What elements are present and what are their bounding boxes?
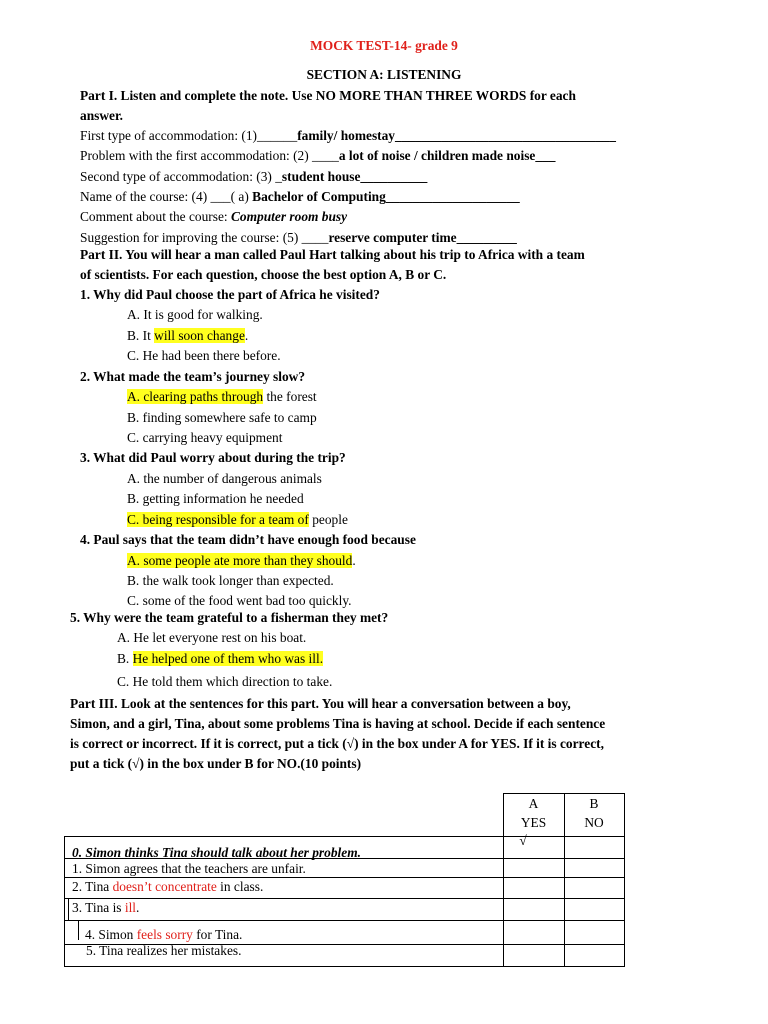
row-text: 4. Simon — [85, 927, 137, 942]
row-text: 2. Tina — [72, 879, 113, 894]
part1-heading-line1: Part I. Listen and complete the note. Use NO MORE THAN THREE WORDS for each — [80, 88, 576, 103]
col-b-letter: B — [589, 796, 599, 811]
table-row-5: 5. Tina realizes her mistakes. — [86, 943, 242, 958]
q4-question: 4. Paul says that the team didn’t have enough food because — [80, 532, 416, 547]
q3-option-b: B. getting information he needed — [127, 491, 304, 506]
item-answer: a lot of noise / children made noise___ — [338, 148, 556, 163]
part2-heading-line1: Part II. You will hear a man called Paul Hart talking about his trip to Africa with a team — [80, 247, 585, 262]
highlighted-answer: A. some people ate more than they should — [127, 553, 353, 568]
table-row-1: 1. Simon agrees that the teachers are unfair. — [72, 861, 306, 876]
table-row-4 — [85, 927, 242, 943]
highlighted-answer: C. being responsible for a team of — [127, 512, 309, 527]
q2-option-b: B. finding somewhere safe to camp — [127, 410, 317, 425]
tick-mark: √ — [519, 833, 527, 848]
doc-title: MOCK TEST-14- grade 9 — [310, 38, 458, 53]
row-text: . — [136, 900, 140, 915]
q1-option-c: C. He had been there before. — [127, 348, 281, 363]
item-label: Second type of accommodation: (3) _ — [80, 169, 282, 184]
q4-option-a — [127, 553, 356, 569]
table-row-0: 0. Simon thinks Tina should talk about her problem. — [72, 845, 361, 860]
q5-option-b — [117, 651, 323, 667]
q1-option-b — [127, 328, 248, 344]
row-red-text: feels sorry — [136, 927, 193, 942]
q4-option-b: B. the walk took longer than expected. — [127, 573, 334, 588]
q5-question: 5. Why were the team grateful to a fisherman they met? — [70, 610, 389, 625]
part3-heading-line3: is correct or incorrect. If it is correct, put a tick (√) in the box under A for YES. If it is correct, — [70, 736, 604, 751]
item-label: First type of accommodation: (1)______ — [80, 128, 298, 143]
item-label: Comment about the course: — [80, 209, 231, 224]
option-text: the forest — [263, 389, 317, 404]
section-title: SECTION A: LISTENING — [306, 67, 462, 82]
q4-option-c: C. some of the food went bad too quickly. — [127, 593, 352, 608]
row-red-text: ill — [124, 900, 137, 915]
part1-item-2 — [80, 148, 555, 164]
col-b-word: NO — [584, 815, 604, 830]
q5-option-c: C. He told them which direction to take. — [117, 674, 333, 689]
part1-item-3 — [80, 169, 427, 185]
highlighted-answer: He helped one of them who was ill. — [132, 651, 324, 666]
part1-item-6 — [80, 230, 517, 246]
item-label: Suggestion for improving the course: (5) ____ — [80, 230, 329, 245]
q3-option-c — [127, 512, 348, 528]
highlighted-answer: A. clearing paths through — [127, 389, 264, 404]
item-label: Name of the course: (4) ___( a) — [80, 189, 253, 204]
part3-heading-line2: Simon, and a girl, Tina, about some problems Tina is having at school. Decide if each sentence — [70, 716, 606, 731]
item-answer: student house__________ — [281, 169, 428, 184]
option-text: B. — [117, 651, 133, 666]
part2-heading-line2: of scientists. For each question, choose the best option A, B or C. — [80, 267, 447, 282]
part1-item-5 — [80, 209, 347, 225]
q2-option-c: C. carrying heavy equipment — [127, 430, 283, 445]
part3-heading-line1: Part III. Look at the sentences for this part. You will hear a conversation between a boy, — [70, 696, 571, 711]
col-a-letter: A — [528, 796, 539, 811]
item-answer: Bachelor of Computing____________________ — [252, 189, 520, 204]
highlighted-answer: will soon change — [154, 328, 245, 343]
option-text: . — [352, 553, 356, 568]
item-answer: Computer room busy — [231, 209, 348, 224]
option-text: B. It — [127, 328, 155, 343]
row-text: in class. — [216, 879, 264, 894]
col-a-word: YES — [520, 815, 547, 830]
row-red-text: doesn’t concentrate — [112, 879, 217, 894]
q2-question: 2. What made the team’s journey slow? — [80, 369, 306, 384]
table-row-2 — [72, 879, 263, 895]
q3-option-a: A. the number of dangerous animals — [127, 471, 322, 486]
part3-heading-line4: put a tick (√) in the box under B for NO.(10 points) — [70, 756, 362, 771]
item-answer: family/ homestay_________________________________ — [297, 128, 616, 143]
q2-option-a — [127, 389, 317, 405]
q1-question: 1. Why did Paul choose the part of Africa he visited? — [80, 287, 380, 302]
item-answer: reserve computer time_________ — [328, 230, 517, 245]
part1-item-4 — [80, 189, 520, 205]
row-text: 3. Tina is — [72, 900, 125, 915]
option-text: . — [244, 328, 249, 343]
part1-heading-line2: answer. — [80, 108, 124, 123]
item-label: Problem with the first accommodation: (2) ____ — [80, 148, 339, 163]
q3-question: 3. What did Paul worry about during the trip? — [80, 450, 346, 465]
row-text: for Tina. — [192, 927, 243, 942]
part1-item-1 — [80, 128, 616, 144]
q1-option-a: A. It is good for walking. — [127, 307, 263, 322]
option-text: people — [308, 512, 348, 527]
q5-option-a: A. He let everyone rest on his boat. — [117, 630, 307, 645]
table-row-3 — [72, 900, 139, 916]
